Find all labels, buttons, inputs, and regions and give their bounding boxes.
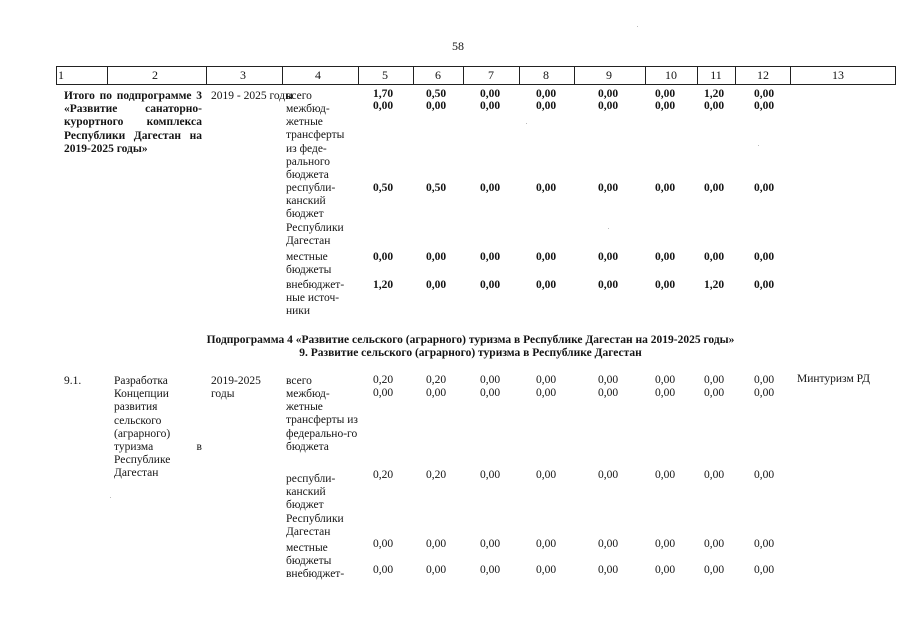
table-header-cell: 2 — [152, 68, 158, 82]
total-row-source-federal: межбюд-жетные трансферты из феде-рального бюджета — [286, 103, 345, 182]
table-header-cell: 11 — [710, 68, 722, 82]
value-cell: 0,00 — [479, 564, 501, 576]
row-source-total: всего — [286, 375, 312, 387]
section-title: 9. Развитие сельского (аграрного) туризма в Республике Дагестан — [299, 347, 642, 359]
table-header-divider — [645, 66, 646, 85]
total-row-source-total: всего — [286, 90, 312, 102]
value-cell: 0,00 — [703, 564, 725, 576]
row-source-republic: республи-канский бюджет Республики Дагестан — [286, 473, 344, 538]
value-cell: 0,50 — [425, 88, 447, 100]
value-cell: 0,00 — [479, 251, 501, 263]
table-header-divider — [790, 66, 791, 85]
table-header-cell: 6 — [435, 68, 441, 82]
value-cell: 0,00 — [753, 538, 775, 550]
subprogram-title: Подпрограмма 4 «Развитие сельского (аграрного) туризма в Республике Дагестан на 2019-2025 годы» — [206, 334, 735, 346]
value-cell: 0,20 — [425, 469, 447, 481]
value-cell: 1,20 — [372, 279, 394, 291]
value-cell: 0,00 — [372, 251, 394, 263]
table-header-cell: 10 — [665, 68, 677, 82]
value-cell: 0,00 — [753, 564, 775, 576]
table-header-divider — [206, 66, 207, 85]
value-cell: 0,20 — [425, 374, 447, 386]
value-cell: 0,00 — [654, 387, 676, 399]
table-header-cell: 8 — [543, 68, 549, 82]
value-cell: 0,00 — [753, 182, 775, 194]
row-period: 2019-2025 годы — [211, 375, 261, 401]
table-header-cell: 12 — [757, 68, 769, 82]
value-cell: 0,00 — [535, 100, 557, 112]
value-cell: 0,00 — [703, 100, 725, 112]
value-cell: 0,00 — [654, 374, 676, 386]
scan-speck — [758, 145, 759, 146]
value-cell: 0,00 — [753, 100, 775, 112]
table-header-divider — [697, 66, 698, 85]
scan-speck — [526, 123, 527, 124]
value-cell: 0,00 — [654, 279, 676, 291]
value-cell: 0,00 — [479, 374, 501, 386]
value-cell: 0,00 — [535, 251, 557, 263]
value-cell: 0,00 — [535, 182, 557, 194]
value-cell: 0,00 — [535, 469, 557, 481]
row-source-federal: межбюд-жетные трансферты из федерально-го бюджета — [286, 388, 358, 453]
value-cell: 1,70 — [372, 88, 394, 100]
value-cell: 0,00 — [753, 279, 775, 291]
value-cell: 1,20 — [703, 279, 725, 291]
value-cell: 1,20 — [703, 88, 725, 100]
value-cell: 0,00 — [703, 387, 725, 399]
value-cell: 0,00 — [479, 88, 501, 100]
value-cell: 0,00 — [753, 88, 775, 100]
value-cell: 0,00 — [703, 374, 725, 386]
value-cell: 0,00 — [753, 374, 775, 386]
scan-speck — [110, 497, 111, 498]
value-cell: 0,00 — [372, 100, 394, 112]
row-name: Разработка Концепции развития сельского (аграрного) туризма в Республике Дагестан — [114, 375, 202, 480]
value-cell: 0,00 — [425, 251, 447, 263]
table-header-divider — [463, 66, 464, 85]
value-cell: 0,00 — [597, 279, 619, 291]
value-cell: 0,00 — [479, 182, 501, 194]
table-header-cell: 4 — [315, 68, 321, 82]
table-header-divider — [56, 66, 57, 85]
value-cell: 0,00 — [753, 469, 775, 481]
value-cell: 0,50 — [425, 182, 447, 194]
table-header-divider — [895, 66, 896, 85]
total-row-source-republic: республи-канский бюджет Республики Дагестан — [286, 182, 344, 247]
value-cell: 0,00 — [535, 387, 557, 399]
table-header-divider — [735, 66, 736, 85]
value-cell: 0,00 — [597, 88, 619, 100]
value-cell: 0,00 — [597, 100, 619, 112]
value-cell: 0,00 — [535, 88, 557, 100]
value-cell: 0,00 — [597, 251, 619, 263]
value-cell: 0,00 — [425, 538, 447, 550]
table-header-cell: 13 — [832, 68, 844, 82]
value-cell: 0,00 — [425, 387, 447, 399]
value-cell: 0,00 — [479, 469, 501, 481]
value-cell: 0,20 — [372, 374, 394, 386]
scan-speck — [637, 26, 638, 27]
value-cell: 0,00 — [654, 88, 676, 100]
value-cell: 0,00 — [597, 538, 619, 550]
value-cell: 0,00 — [753, 387, 775, 399]
value-cell: 0,00 — [479, 100, 501, 112]
value-cell: 0,00 — [654, 538, 676, 550]
value-cell: 0,00 — [535, 374, 557, 386]
value-cell: 0,00 — [597, 374, 619, 386]
table-header-cell: 7 — [488, 68, 494, 82]
value-cell: 0,00 — [535, 279, 557, 291]
table-header-divider — [574, 66, 575, 85]
row-executor: Минтуризм РД — [797, 373, 870, 385]
value-cell: 0,00 — [372, 564, 394, 576]
value-cell: 0,00 — [479, 538, 501, 550]
table-header-top-border — [56, 66, 895, 67]
value-cell: 0,00 — [535, 538, 557, 550]
value-cell: 0,00 — [597, 182, 619, 194]
value-cell: 0,00 — [654, 182, 676, 194]
value-cell: 0,00 — [703, 538, 725, 550]
value-cell: 0,00 — [425, 279, 447, 291]
table-header-divider — [413, 66, 414, 85]
row-number: 9.1. — [64, 375, 82, 387]
table-header-divider — [358, 66, 359, 85]
table-header-cell: 5 — [382, 68, 388, 82]
row-source-offbudget: внебюджет- — [286, 568, 345, 580]
value-cell: 0,00 — [753, 251, 775, 263]
value-cell: 0,00 — [597, 387, 619, 399]
total-row-source-offbudget: внебюджет-ные источ-ники — [286, 279, 345, 318]
value-cell: 0,20 — [372, 469, 394, 481]
value-cell: 0,00 — [479, 279, 501, 291]
value-cell: 0,00 — [372, 387, 394, 399]
value-cell: 0,00 — [703, 251, 725, 263]
table-header-bottom-border — [56, 84, 895, 85]
total-row-period: 2019 - 2025 годы — [211, 90, 293, 102]
table-header-divider — [282, 66, 283, 85]
value-cell: 0,00 — [654, 564, 676, 576]
value-cell: 0,00 — [654, 100, 676, 112]
page-number: 58 — [452, 39, 464, 53]
table-header-cell: 3 — [240, 68, 246, 82]
value-cell: 0,00 — [535, 564, 557, 576]
value-cell: 0,00 — [372, 538, 394, 550]
value-cell: 0,00 — [597, 564, 619, 576]
table-header-divider — [519, 66, 520, 85]
value-cell: 0,00 — [597, 469, 619, 481]
total-row-name: Итого по подпрограмме 3 «Развитие санаторно-курортного комплекса Республики Дагестан на 2019-2025 годы» — [64, 90, 202, 155]
total-row-source-local: местные бюджеты — [286, 251, 332, 277]
value-cell: 0,00 — [425, 564, 447, 576]
value-cell: 0,00 — [479, 387, 501, 399]
value-cell: 0,50 — [372, 182, 394, 194]
table-header-divider — [107, 66, 108, 85]
table-header-cell: 9 — [606, 68, 612, 82]
value-cell: 0,00 — [425, 100, 447, 112]
scan-speck — [608, 228, 609, 229]
value-cell: 0,00 — [703, 182, 725, 194]
row-source-local: местные бюджеты — [286, 542, 332, 568]
value-cell: 0,00 — [703, 469, 725, 481]
table-header-cell: 1 — [58, 68, 64, 82]
value-cell: 0,00 — [654, 469, 676, 481]
value-cell: 0,00 — [654, 251, 676, 263]
